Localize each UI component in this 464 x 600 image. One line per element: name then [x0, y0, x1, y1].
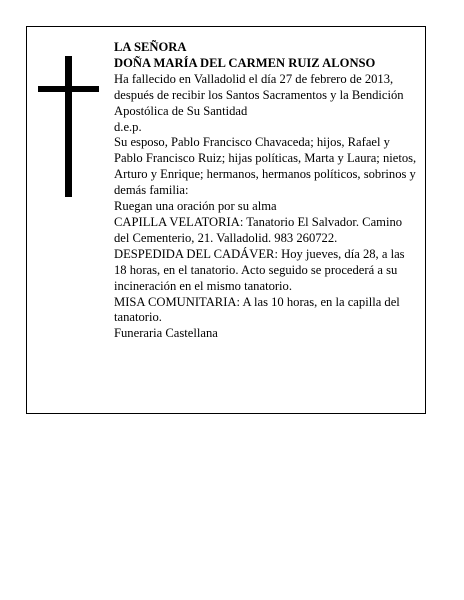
community-mass: MISA COMUNITARIA: A las 10 horas, en la capilla del tanatorio.	[114, 294, 400, 325]
deceased-name: DOÑA MARÍA DEL CARMEN RUIZ ALONSO	[114, 55, 376, 70]
rip-line: d.e.p.	[114, 119, 142, 134]
farewell-info: DESPEDIDA DEL CADÁVER: Hoy jueves, día 28, a las 18 horas, en el tanatorio. Acto seguido se procederá a su incineración en el mismo tanatorio.	[114, 246, 405, 293]
death-announcement: Ha fallecido en Valladolid el día 27 de febrero de 2013, después de recibir los Santos Sacramentos y la Bendición Apostólica de Su Santidad	[114, 71, 404, 118]
obituary-text	[114, 40, 420, 342]
title-line: LA SEÑORA	[114, 40, 187, 54]
wake-chapel: CAPILLA VELATORIA: Tanatorio El Salvador. Camino del Cementerio, 21. Valladolid. 983 260722.	[114, 214, 403, 245]
prayer-request: Ruegan una oración por su alma	[114, 199, 277, 214]
cross-vertical-bar	[65, 56, 72, 197]
cross-horizontal-bar	[38, 86, 99, 92]
family-list: Su esposo, Pablo Francisco Chavaceda; hijos, Rafael y Pablo Francisco Ruiz; hijas políticas, Marta y Laura; nietos, Arturo y Enrique; hermanos, hermanos políticos, sobrinos y demás familia:	[114, 135, 417, 198]
funeral-home: Funeraria Castellana	[114, 326, 218, 341]
